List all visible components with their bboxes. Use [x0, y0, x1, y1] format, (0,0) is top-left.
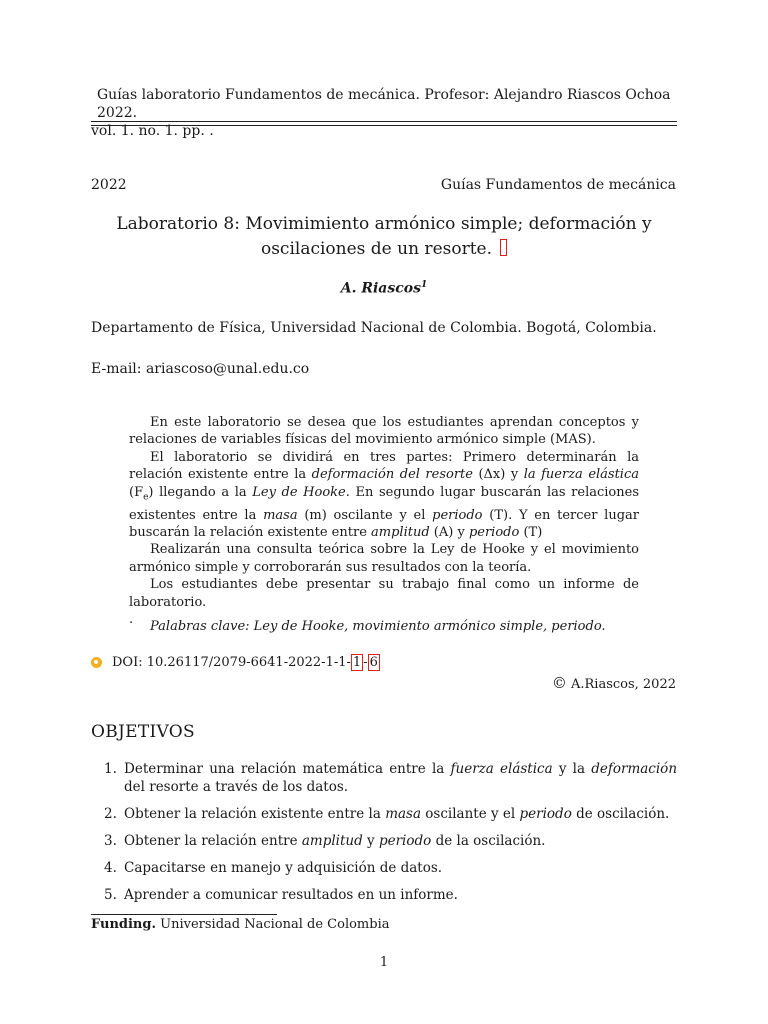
header-year: 2022	[91, 177, 127, 193]
abstract-p5: .	[129, 612, 134, 628]
abstract-p2: El laboratorio se dividirá en tres partes: Primero determinarán la relación existente entre la deformación del resorte (Δx) y la fuerza elástica $(F_e)$ llegando a la Ley de Hooke. En segundo lugar buscarán las relaciones existentes entre la masa (m) oscilante y el periodo (T). Y en tercer lugar buscarán la relación existente entre amplitud (A) y periodo (T)	[129, 449, 640, 541]
objective-item: 1. Determinar una relación matemática entre la fuerza elástica y la deformación del resorte a través de los datos.	[104, 761, 678, 795]
objective-item: 3. Obtener la relación entre amplitud y periodo de la oscilación.	[104, 833, 546, 849]
abstract-p1: En este laboratorio se desea que los estudiantes aprendan conceptos y relaciones de variables físicas del movimiento armónico simple (MAS).	[129, 415, 639, 448]
header-rule-top	[91, 121, 677, 122]
doi-icon[interactable]	[91, 657, 102, 668]
abstract	[129, 414, 639, 628]
author	[91, 280, 677, 297]
doi-line	[91, 654, 380, 671]
doi-page-end-link[interactable]: 6	[369, 655, 378, 670]
footnote-rule	[91, 914, 277, 915]
doi-prefix[interactable]: DOI: 10.26117/2079-6641-2022-1-1-	[112, 655, 351, 670]
objective-item: 4. Capacitarse en manejo y adquisición de datos.	[104, 860, 443, 876]
abstract-p4: Los estudiantes debe presentar su trabajo final como un informe de laboratorio.	[129, 577, 639, 610]
copyright-icon: ©	[551, 674, 567, 692]
volume-line: vol. 1. no. 1. pp. .	[91, 123, 214, 139]
objectives-list	[91, 760, 677, 913]
objectives-heading: OBJETIVOS	[91, 722, 195, 742]
funding-text: Universidad Nacional de Colombia	[156, 917, 390, 932]
objective-item: 2. Obtener la relación existente entre la masa oscilante y el periodo de oscilación.	[104, 806, 670, 822]
doi-page-start-link[interactable]: 1	[352, 655, 362, 670]
journal-header	[91, 86, 681, 140]
affiliation: Departamento de Física, Universidad Nacional de Colombia. Bogotá, Colombia.	[91, 320, 657, 336]
objective-item: 5. Aprender a comunicar resultados en un informe.	[104, 887, 458, 903]
keywords: Palabras clave: Ley de Hooke, movimiento armónico simple, periodo.	[150, 619, 606, 634]
email: E-mail: ariascoso@unal.edu.co	[91, 361, 310, 377]
paper-title	[91, 212, 677, 262]
title-footnote-link[interactable]	[500, 239, 507, 256]
journal-line: Guías laboratorio Fundamentos de mecánica. Profesor: Alejandro Riascos Ochoa 2022.	[97, 87, 671, 121]
author-name: A. Riascos	[340, 280, 421, 297]
page-number: 1	[379, 955, 389, 970]
copyright-text: A.Riascos, 2022	[570, 677, 676, 692]
title-line-2: oscilaciones de un resorte.	[260, 239, 493, 259]
title-line-1: Laboratorio 8: Movimimiento armónico simple; deformación y	[116, 214, 652, 234]
funding-label: Funding.	[91, 917, 156, 932]
funding-footnote	[91, 917, 390, 932]
header-series: Guías Fundamentos de mecánica	[440, 177, 676, 193]
abstract-p3: Realizarán una consulta teórica sobre la Ley de Hooke y el movimiento armónico simple y corroborarán sus resultados con la teoría.	[129, 542, 639, 575]
copyright	[552, 674, 676, 692]
doi-dash: -	[363, 655, 368, 670]
header-rule-bottom	[91, 125, 677, 126]
author-affiliation-mark[interactable]: 1	[421, 280, 428, 290]
